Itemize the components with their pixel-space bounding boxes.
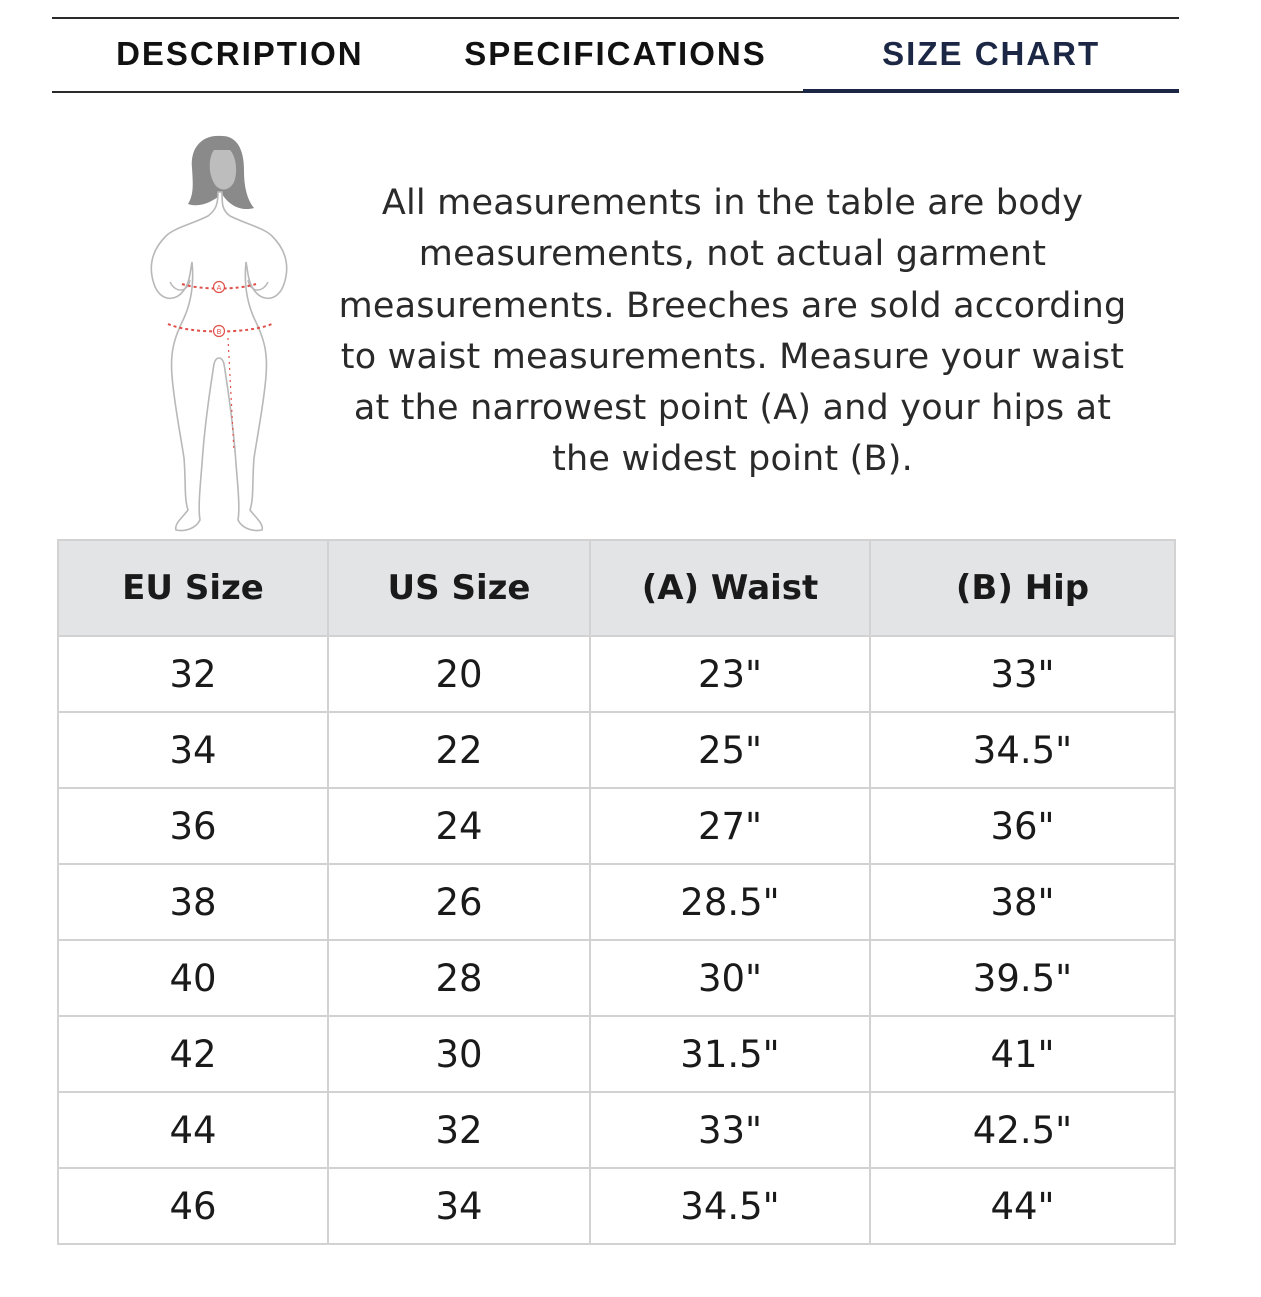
cell-waist: 31.5" [590,1016,870,1092]
cell-eu-size: 36 [58,788,328,864]
cell-waist: 23" [590,636,870,712]
cell-eu-size: 38 [58,864,328,940]
cell-us-size: 32 [328,1092,590,1168]
cell-waist: 25" [590,712,870,788]
cell-hip: 38" [870,864,1175,940]
cell-hip: 36" [870,788,1175,864]
body-measurement-figure [130,132,310,537]
cell-eu-size: 34 [58,712,328,788]
header-waist: (A) Waist [590,540,870,636]
cell-us-size: 24 [328,788,590,864]
cell-eu-size: 40 [58,940,328,1016]
tab-specifications[interactable]: SPECIFICATIONS [464,35,767,72]
tab-description[interactable]: DESCRIPTION [116,35,364,72]
cell-hip: 34.5" [870,712,1175,788]
cell-hip: 44" [870,1168,1175,1244]
waist-marker-label: A [216,284,222,292]
table-row [58,1092,1175,1168]
cell-waist: 34.5" [590,1168,870,1244]
table-row [58,1168,1175,1244]
table-row [58,636,1175,712]
cell-us-size: 20 [328,636,590,712]
cell-waist: 27" [590,788,870,864]
cell-waist: 33" [590,1092,870,1168]
cell-us-size: 26 [328,864,590,940]
header-eu-size: EU Size [58,540,328,636]
table-row [58,1016,1175,1092]
table-row [58,712,1175,788]
cell-us-size: 30 [328,1016,590,1092]
size-chart-table [57,539,1176,1245]
cell-hip: 41" [870,1016,1175,1092]
header-us-size: US Size [328,540,590,636]
table-header-row [58,540,1175,636]
measurement-instructions: All measurements in the table are body measurements, not actual garment measurements. Breeches are sold according to waist measurements. Measure your waist at the narrowest point (A) and your hips at the widest point (B). [338,183,1127,480]
cell-eu-size: 46 [58,1168,328,1244]
cell-us-size: 22 [328,712,590,788]
table-row [58,940,1175,1016]
cell-hip: 33" [870,636,1175,712]
cell-hip: 39.5" [870,940,1175,1016]
tab-size-chart[interactable]: SIZE CHART [803,19,1179,91]
cell-hip: 42.5" [870,1092,1175,1168]
cell-us-size: 34 [328,1168,590,1244]
cell-waist: 30" [590,940,870,1016]
tab-bar [52,17,1179,93]
table-row [58,864,1175,940]
cell-eu-size: 32 [58,636,328,712]
table-row [58,788,1175,864]
cell-us-size: 28 [328,940,590,1016]
body-outline [151,192,286,531]
cell-waist: 28.5" [590,864,870,940]
header-hip: (B) Hip [870,540,1175,636]
cell-eu-size: 42 [58,1016,328,1092]
hip-marker-label: B [216,328,222,336]
cell-eu-size: 44 [58,1092,328,1168]
